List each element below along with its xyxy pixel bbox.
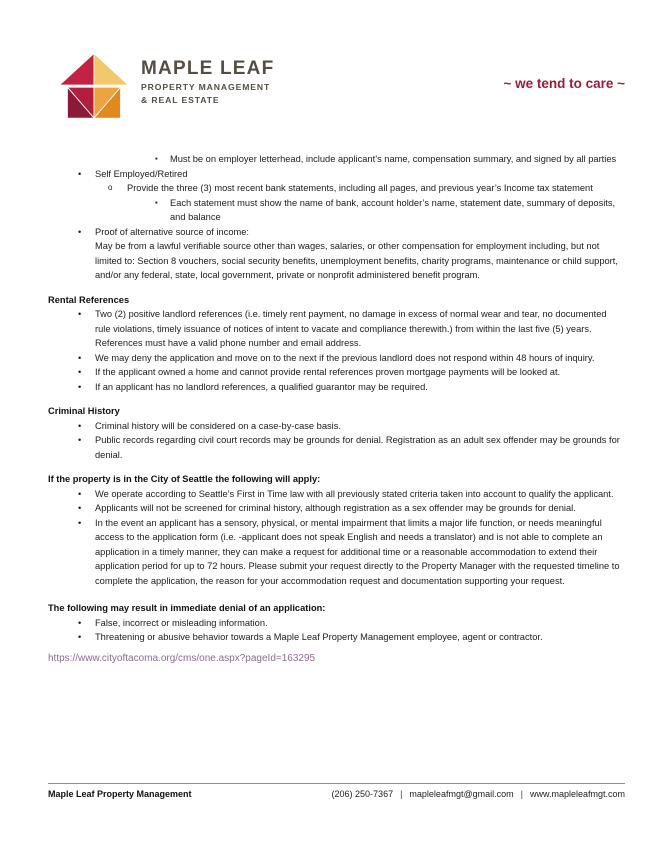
list-item xyxy=(48,487,623,502)
disc-bullet-icon: • xyxy=(78,168,82,179)
list-item-text: Proof of alternative source of income: xyxy=(95,226,249,237)
disc-bullet-icon: • xyxy=(78,381,82,392)
footer-email: mapleleafmgt@gmail.com xyxy=(409,789,514,799)
list-item xyxy=(48,433,623,462)
brand-name: MAPLE LEAF xyxy=(141,58,275,79)
circle-bullet-icon: o xyxy=(108,183,113,192)
disc-bullet-icon: • xyxy=(78,367,82,377)
list-item-text: We operate according to Seattle’s First in Time law with all previously stated criteria taken into account to qualify the applicant. xyxy=(95,488,614,499)
disc-bullet-icon: • xyxy=(78,503,82,513)
square-bullet-icon: ▪ xyxy=(155,197,158,207)
list-item-text: Threatening or abusive behavior towards a Maple Leaf Property Management employee, agent or contractor. xyxy=(95,632,543,642)
list-item-text: In the event an applicant has a sensory, physical, or mental impairment that limits a major life function, or needs meaningful access to the application form (i.e. -applicant does not speak English and needs a translator) and is not able to complete an application in a timely manner, they can make a request for additional time or a reasonable accommodation to extend their application period for up to 72 hours. Please submit your request directly to the Property Manager with the requested timeline to complete the application, the reason for your accommodation request and documentation supporting your request. xyxy=(95,517,620,586)
section-heading-seattle: If the property is in the City of Seattle the following will apply: xyxy=(48,474,321,484)
document-header xyxy=(58,52,625,121)
list-item xyxy=(48,380,623,395)
document-footer xyxy=(48,789,625,799)
disc-bullet-icon: • xyxy=(78,420,82,431)
list-item-text: False, incorrect or misleading information. xyxy=(95,617,268,628)
footer-phone: (206) 250-7367 xyxy=(331,789,394,799)
list-item-text: If the applicant owned a home and cannot provide rental references proven mortgage payments will be looked at. xyxy=(95,367,561,377)
list-item-text: Criminal history will be considered on a case-by-case basis. xyxy=(95,420,341,431)
list-item-text: Must be on employer letterhead, include applicant’s name, compensation summary, and signed by all parties xyxy=(170,154,617,164)
disc-bullet-icon: • xyxy=(78,617,82,628)
disc-bullet-icon: • xyxy=(78,488,82,499)
list-item xyxy=(48,307,623,351)
list-item xyxy=(48,181,623,196)
list-item xyxy=(48,516,623,589)
footer-separator: | xyxy=(520,789,523,799)
brand-subtitle-2: & REAL ESTATE xyxy=(141,94,220,105)
disc-bullet-icon: • xyxy=(78,435,82,445)
list-item xyxy=(48,167,623,182)
company-tagline: ~ we tend to care ~ xyxy=(503,76,625,91)
list-item-text: Public records regarding civil court records may be grounds for denial. Registration as an adult sex offender may be grounds for denial. xyxy=(95,435,620,460)
disc-bullet-icon: • xyxy=(78,226,82,237)
logo-wordmark xyxy=(141,52,274,121)
list-item-text: Applicants will not be screened for criminal history, although registration as a sex offender may be grounds for denial. xyxy=(95,503,576,513)
disc-bullet-icon: • xyxy=(78,632,82,642)
footer-divider xyxy=(48,783,625,784)
square-bullet-icon: ▪ xyxy=(155,154,158,163)
list-item xyxy=(48,616,623,631)
list-item xyxy=(48,196,623,225)
footer-separator: | xyxy=(400,789,403,799)
list-item xyxy=(48,152,623,167)
brand-subtitle-1: PROPERTY MANAGEMENT xyxy=(141,81,271,92)
list-item-text: If an applicant has no landlord references, a qualified guarantor may be required. xyxy=(95,381,428,392)
list-item xyxy=(48,419,623,434)
footer-company-name: Maple Leaf Property Management xyxy=(48,789,192,799)
house-logo-icon xyxy=(58,52,130,121)
tacoma-info-link[interactable]: https://www.cityoftacoma.org/cms/one.aspx?pageId=163295 xyxy=(48,652,316,664)
list-item xyxy=(48,365,623,380)
disc-bullet-icon: • xyxy=(78,309,82,319)
paragraph: May be from a lawful verifiable source other than wages, salaries, or other compensation for employment including, but not limited to: Section 8 vouchers, social security benefits, unemployment benefits, charity programs, maintenance or child support, and/or any federal, state, local government, private or nonprofit administered benefit program. xyxy=(95,241,618,280)
list-item xyxy=(48,630,623,645)
list-item xyxy=(48,225,623,240)
list-item-text: Provide the three (3) most recent bank statements, including all pages, and previous year’s Income tax statement xyxy=(127,183,593,193)
list-item-text: Two (2) positive landlord references (i.e. timely rent payment, no damage in excess of normal wear and tear, no documented rule violations, timely issuance of notices of intent to vacate and compliance therewith.) from within the last five (5) years. References must have a valid phone number and email address. xyxy=(95,309,607,348)
list-item-text: Self Employed/Retired xyxy=(95,168,188,179)
list-item xyxy=(48,351,623,366)
list-item xyxy=(48,501,623,516)
footer-contact-info xyxy=(332,789,625,799)
footer-website: www.mapleleafmgt.com xyxy=(529,789,625,799)
section-heading-rental-references: Rental References xyxy=(48,294,130,305)
company-logo xyxy=(58,52,274,121)
disc-bullet-icon: • xyxy=(78,352,82,363)
list-item-text: Each statement must show the name of bank, account holder’s name, statement date, summary of deposits, and balance xyxy=(170,197,616,222)
document-body xyxy=(48,152,623,666)
section-heading-criminal-history: Criminal History xyxy=(48,406,120,416)
disc-bullet-icon: • xyxy=(78,517,82,528)
list-item-text: We may deny the application and move on to the next if the previous landlord does not respond within 48 hours of inquiry. xyxy=(95,352,595,363)
section-heading-immediate-denial: The following may result in immediate denial of an application: xyxy=(48,603,326,613)
